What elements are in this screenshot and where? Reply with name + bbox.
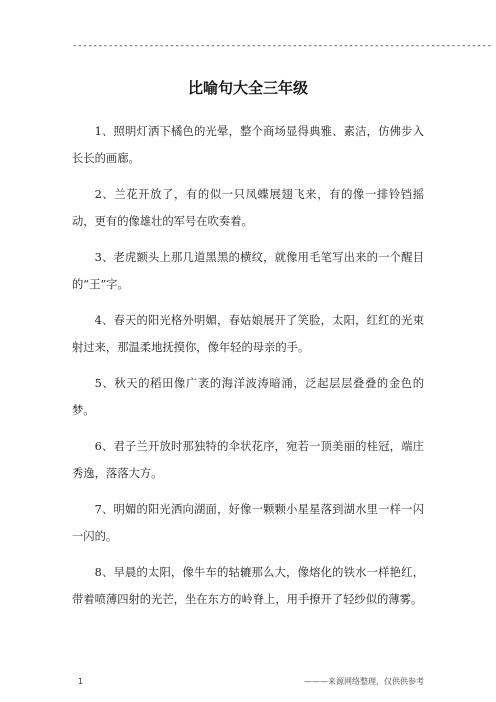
source-note: ———来源网络整理，仅供供参考 bbox=[304, 677, 424, 686]
paragraph-1: 1、照明灯洒下橘色的光晕，整个商场显得典雅、素洁，仿佛步入长长的画廊。 bbox=[72, 125, 424, 165]
paragraph-8: 8、早晨的太阳，像牛车的轱辘那么大，像熔化的铁水一样艳红，带着喷薄四射的光芒，坐在东方的岭脊上，用手撩开了轻纱似的薄雾。 bbox=[72, 566, 424, 606]
paragraph-6: 6、君子兰开放时那独特的伞状花序，宛若一顶美丽的桂冠，端庄秀逸，落落大方。 bbox=[72, 440, 424, 480]
paragraph-5: 5、秋天的稻田像广袤的海洋波涛暗涌，泛起层层叠叠的金色的梦。 bbox=[72, 377, 424, 417]
paragraph-3: 3、老虎额头上那几道黑黑的横纹，就像用毛笔写出来的一个醒目的“王”字。 bbox=[72, 251, 424, 291]
document-title: 比喻句大全三年级 bbox=[187, 79, 308, 97]
page-number: 1 bbox=[78, 677, 84, 686]
paragraph-7: 7、明媚的阳光洒向湖面，好像一颗颗小星星落到湖水里一样一闪一闪的。 bbox=[72, 503, 424, 543]
paragraph-2: 2、兰花开放了，有的似一只凤蝶展翅飞来，有的像一排铃铛摇动，更有的像雄壮的军号在吹奏着。 bbox=[72, 188, 424, 228]
header-dashed-rule: ---------------------------------------------------------------------------------- bbox=[72, 41, 492, 51]
page-footer bbox=[72, 675, 424, 689]
paragraph-4: 4、春天的阳光格外明媚，春姑娘展开了笑脸，太阳，红红的光束射过来，那温柔地抚摸你，像年轻的母亲的手。 bbox=[72, 314, 424, 354]
document-body bbox=[72, 118, 424, 622]
